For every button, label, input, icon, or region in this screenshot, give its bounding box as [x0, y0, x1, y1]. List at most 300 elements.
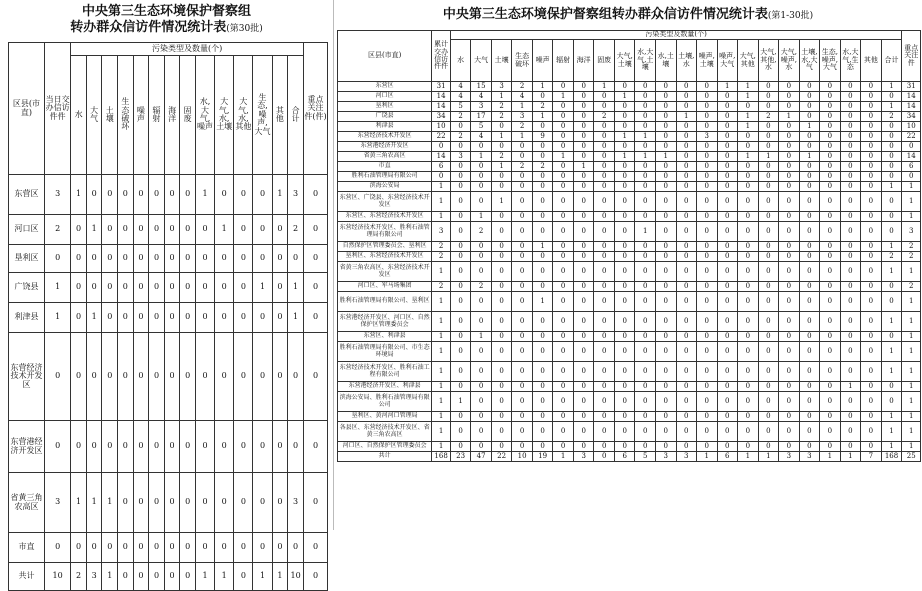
- value-cell: 0: [471, 252, 492, 262]
- value-cell: 1: [881, 362, 902, 382]
- value-cell: 4: [450, 92, 471, 102]
- value-cell: 1: [758, 152, 779, 162]
- value-cell: 0: [471, 192, 492, 212]
- pollution-type-label: 土壤: [105, 105, 114, 123]
- value-cell: 1: [215, 563, 234, 591]
- district-name: 河口区、自然保护区管理委员会: [338, 442, 432, 452]
- value-cell: 0: [553, 342, 574, 362]
- value-cell: 3: [288, 175, 304, 215]
- value-cell: 0: [655, 262, 676, 282]
- value-cell: 0: [471, 162, 492, 172]
- right-title: [334, 7, 922, 24]
- value-cell: 0: [779, 212, 800, 222]
- value-cell: 0: [532, 212, 553, 222]
- value-cell: 5: [635, 452, 656, 462]
- value-cell: 0: [635, 262, 656, 282]
- table-row: [338, 82, 921, 92]
- value-cell: 1: [471, 152, 492, 162]
- value-cell: 0: [635, 342, 656, 362]
- value-cell: 1: [471, 332, 492, 342]
- value-cell: 0: [553, 332, 574, 342]
- value-cell: 0: [594, 332, 615, 342]
- value-cell: 0: [614, 172, 635, 182]
- value-cell: 0: [676, 132, 697, 142]
- value-cell: 0: [799, 442, 820, 452]
- district-name: 省黄三角农高区、东营经济技术开发区: [338, 262, 432, 282]
- value-cell: 0: [512, 292, 533, 312]
- value-cell: 0: [676, 162, 697, 172]
- district-name: 河口区、军马场集团: [338, 282, 432, 292]
- value-cell: 0: [491, 392, 512, 412]
- value-cell: 0: [303, 533, 327, 563]
- value-cell: 0: [676, 292, 697, 312]
- value-cell: 0: [215, 175, 234, 215]
- value-cell: 0: [149, 421, 165, 473]
- value-cell: 0: [118, 473, 134, 533]
- value-cell: 10: [44, 563, 70, 591]
- value-cell: 0: [532, 222, 553, 242]
- value-cell: 0: [288, 533, 304, 563]
- value-cell: 0: [717, 282, 738, 292]
- value-cell: 0: [164, 245, 180, 273]
- value-cell: 0: [532, 442, 553, 452]
- value-cell: 14: [902, 152, 921, 162]
- left-batch: (第30批): [226, 24, 263, 34]
- value-cell: 0: [655, 132, 676, 142]
- value-cell: 0: [614, 422, 635, 442]
- pollution-type-cell: [215, 56, 234, 175]
- value-cell: 0: [491, 292, 512, 312]
- value-cell: 1: [738, 92, 759, 102]
- value-cell: 1: [881, 242, 902, 252]
- value-cell: 1: [432, 412, 450, 422]
- value-cell: 0: [512, 152, 533, 162]
- value-cell: 0: [881, 292, 902, 312]
- value-cell: 0: [594, 252, 615, 262]
- value-cell: 0: [655, 82, 676, 92]
- value-cell: 0: [86, 533, 102, 563]
- value-cell: 0: [758, 362, 779, 382]
- value-cell: 0: [840, 332, 861, 342]
- value-cell: 0: [799, 192, 820, 212]
- value-cell: 0: [738, 132, 759, 142]
- value-cell: 0: [655, 312, 676, 332]
- district-name: 河口区: [338, 92, 432, 102]
- value-cell: 1: [902, 382, 921, 392]
- value-cell: 0: [840, 142, 861, 152]
- value-cell: 0: [553, 132, 574, 142]
- value-cell: 1: [432, 182, 450, 192]
- value-cell: 0: [676, 82, 697, 92]
- value-cell: 23: [450, 452, 471, 462]
- value-cell: 0: [133, 175, 149, 215]
- value-cell: 0: [635, 422, 656, 442]
- value-cell: 6: [717, 452, 738, 462]
- left-subtitle: [0, 20, 333, 37]
- value-cell: 0: [697, 412, 718, 422]
- district-name: 东营经济技术开发区、胜利石油管理局有限公司: [338, 222, 432, 242]
- value-cell: 1: [758, 452, 779, 462]
- pollution-type-label: 水: [74, 109, 83, 119]
- value-cell: 3: [471, 102, 492, 112]
- value-cell: 1: [272, 175, 288, 215]
- district-name: 东营区、广饶县、东营经济技术开发区: [338, 192, 432, 212]
- value-cell: 1: [44, 273, 70, 303]
- value-cell: 0: [840, 152, 861, 162]
- value-cell: 10: [512, 452, 533, 462]
- value-cell: 0: [861, 342, 882, 362]
- value-cell: 0: [655, 242, 676, 252]
- value-cell: 0: [614, 192, 635, 212]
- table-row: [9, 215, 328, 245]
- value-cell: 0: [655, 212, 676, 222]
- value-cell: 0: [758, 82, 779, 92]
- value-cell: 1: [288, 303, 304, 333]
- value-cell: 0: [180, 215, 196, 245]
- value-cell: 2: [44, 215, 70, 245]
- value-cell: 0: [553, 312, 574, 332]
- value-cell: 0: [512, 442, 533, 452]
- value-cell: 0: [881, 162, 902, 172]
- pollution-type-label: 生态破坏: [121, 97, 130, 132]
- value-cell: 0: [881, 92, 902, 102]
- value-cell: 0: [861, 212, 882, 222]
- value-cell: 0: [553, 422, 574, 442]
- value-cell: 0: [594, 422, 615, 442]
- value-cell: 0: [432, 142, 450, 152]
- left-subtitle-text: 转办群众信访件情况统计表: [70, 20, 227, 35]
- value-cell: 0: [676, 342, 697, 362]
- value-cell: 0: [553, 222, 574, 242]
- value-cell: 1: [614, 132, 635, 142]
- value-cell: 0: [738, 242, 759, 252]
- value-cell: 0: [861, 192, 882, 212]
- value-cell: 1: [573, 162, 594, 172]
- value-cell: 0: [195, 421, 214, 473]
- value-cell: 0: [738, 102, 759, 112]
- value-cell: 1: [840, 452, 861, 462]
- value-cell: 1: [902, 412, 921, 422]
- pollution-type-label: 其他: [863, 55, 878, 64]
- value-cell: 0: [799, 212, 820, 222]
- value-cell: 0: [738, 342, 759, 362]
- value-cell: 0: [491, 282, 512, 292]
- value-cell: 1: [512, 132, 533, 142]
- value-cell: 0: [717, 362, 738, 382]
- value-cell: 6: [902, 162, 921, 172]
- value-cell: 0: [758, 442, 779, 452]
- value-cell: 0: [180, 473, 196, 533]
- value-cell: 1: [594, 82, 615, 92]
- value-cell: 0: [288, 245, 304, 273]
- value-cell: 0: [881, 332, 902, 342]
- value-cell: 0: [697, 122, 718, 132]
- value-cell: 0: [450, 172, 471, 182]
- value-cell: 0: [820, 102, 841, 112]
- value-cell: 0: [840, 412, 861, 422]
- value-cell: 0: [799, 392, 820, 412]
- value-cell: 3: [902, 222, 921, 242]
- value-cell: 2: [902, 242, 921, 252]
- value-cell: 0: [820, 332, 841, 342]
- value-cell: 1: [655, 152, 676, 162]
- value-cell: 0: [553, 412, 574, 422]
- value-cell: 0: [697, 82, 718, 92]
- value-cell: 0: [635, 142, 656, 152]
- value-cell: 0: [840, 342, 861, 362]
- value-cell: 0: [450, 332, 471, 342]
- value-cell: 0: [553, 382, 574, 392]
- value-cell: 10: [902, 122, 921, 132]
- value-cell: 3: [432, 222, 450, 242]
- value-cell: 0: [655, 172, 676, 182]
- value-cell: 0: [614, 102, 635, 112]
- pollution-type-cell: [288, 56, 304, 175]
- value-cell: 1: [717, 82, 738, 92]
- value-cell: 0: [573, 412, 594, 422]
- value-cell: 0: [614, 182, 635, 192]
- value-cell: 10: [432, 122, 450, 132]
- pollution-type-cell: [102, 56, 118, 175]
- value-cell: 0: [573, 382, 594, 392]
- value-cell: 0: [779, 332, 800, 342]
- value-cell: 0: [840, 192, 861, 212]
- value-cell: 0: [573, 362, 594, 382]
- value-cell: 0: [288, 333, 304, 421]
- value-cell: 0: [149, 175, 165, 215]
- value-cell: 0: [573, 422, 594, 442]
- value-cell: 0: [758, 292, 779, 312]
- value-cell: 3: [44, 175, 70, 215]
- value-cell: 0: [655, 342, 676, 362]
- value-cell: 0: [676, 182, 697, 192]
- value-cell: 0: [253, 303, 272, 333]
- value-cell: 0: [164, 175, 180, 215]
- value-cell: 0: [594, 192, 615, 212]
- value-cell: 0: [717, 332, 738, 342]
- value-cell: 0: [697, 312, 718, 332]
- value-cell: 1: [432, 362, 450, 382]
- value-cell: 1: [432, 342, 450, 362]
- value-cell: 0: [133, 533, 149, 563]
- value-cell: 0: [717, 162, 738, 172]
- value-cell: 1: [432, 442, 450, 452]
- value-cell: 0: [164, 273, 180, 303]
- value-cell: 0: [594, 222, 615, 242]
- value-cell: 0: [272, 273, 288, 303]
- pollution-type-cell: [697, 40, 718, 82]
- value-cell: 0: [573, 282, 594, 292]
- value-cell: 0: [471, 242, 492, 252]
- value-cell: 0: [180, 303, 196, 333]
- value-cell: 0: [799, 172, 820, 182]
- value-cell: 0: [635, 282, 656, 292]
- value-cell: 0: [512, 422, 533, 442]
- value-cell: 1: [902, 182, 921, 192]
- value-cell: 0: [717, 392, 738, 412]
- value-cell: 0: [861, 442, 882, 452]
- value-cell: 0: [820, 92, 841, 102]
- value-cell: 0: [738, 362, 759, 382]
- value-cell: 0: [272, 533, 288, 563]
- value-cell: 0: [676, 212, 697, 222]
- value-cell: 0: [738, 332, 759, 342]
- value-cell: 1: [288, 273, 304, 303]
- value-cell: 0: [133, 473, 149, 533]
- value-cell: 0: [594, 132, 615, 142]
- value-cell: 0: [697, 242, 718, 252]
- value-cell: 0: [149, 245, 165, 273]
- value-cell: 0: [820, 82, 841, 92]
- value-cell: 0: [553, 82, 574, 92]
- value-cell: 14: [432, 152, 450, 162]
- value-cell: 0: [432, 172, 450, 182]
- value-cell: 1: [902, 262, 921, 282]
- value-cell: 1: [902, 212, 921, 222]
- pollution-type-label: 水,大气,土壤: [637, 48, 654, 72]
- pollution-type-label: 大气,水,其他: [235, 97, 252, 132]
- key-focus-header: 重点关注件: [902, 31, 921, 82]
- value-cell: 1: [195, 175, 214, 215]
- value-cell: 0: [594, 162, 615, 172]
- value-cell: 1: [881, 412, 902, 422]
- value-cell: 1: [102, 473, 118, 533]
- value-cell: 2: [512, 162, 533, 172]
- value-cell: 22: [902, 132, 921, 142]
- value-cell: 0: [820, 222, 841, 242]
- value-cell: 0: [195, 473, 214, 533]
- pollution-type-cell: [450, 40, 471, 82]
- district-name: 东营经济技术开发区、胜利石油工程有限公司: [338, 362, 432, 382]
- value-cell: 0: [71, 533, 87, 563]
- value-cell: 0: [118, 333, 134, 421]
- value-cell: 0: [861, 102, 882, 112]
- value-cell: 0: [234, 333, 253, 421]
- value-cell: 0: [820, 132, 841, 142]
- value-cell: 2: [471, 282, 492, 292]
- value-cell: 0: [594, 212, 615, 222]
- pollution-type-header: 污染类型及数量(个): [71, 43, 304, 56]
- value-cell: 1: [432, 292, 450, 312]
- pollution-type-label: 土壤: [494, 55, 509, 64]
- value-cell: 0: [491, 222, 512, 242]
- value-cell: 0: [180, 175, 196, 215]
- value-cell: 0: [149, 533, 165, 563]
- value-cell: 0: [779, 362, 800, 382]
- value-cell: 0: [573, 442, 594, 452]
- value-cell: 0: [697, 342, 718, 362]
- value-cell: 0: [573, 222, 594, 242]
- value-cell: 0: [553, 212, 574, 222]
- value-cell: 0: [471, 392, 492, 412]
- value-cell: 0: [164, 303, 180, 333]
- value-cell: 0: [820, 112, 841, 122]
- value-cell: 0: [758, 92, 779, 102]
- value-cell: 0: [102, 273, 118, 303]
- table-row: [9, 333, 328, 421]
- value-cell: 0: [491, 142, 512, 152]
- value-cell: 1: [71, 175, 87, 215]
- value-cell: 0: [635, 82, 656, 92]
- value-cell: 0: [881, 122, 902, 132]
- value-cell: 0: [676, 282, 697, 292]
- value-cell: 0: [779, 122, 800, 132]
- value-cell: 14: [902, 92, 921, 102]
- value-cell: 0: [594, 282, 615, 292]
- value-cell: 0: [779, 242, 800, 252]
- value-cell: 0: [820, 412, 841, 422]
- value-cell: 0: [491, 242, 512, 252]
- value-cell: 0: [553, 392, 574, 412]
- value-cell: 0: [272, 333, 288, 421]
- value-cell: 0: [758, 142, 779, 152]
- value-cell: 0: [303, 215, 327, 245]
- value-cell: 0: [779, 102, 800, 112]
- value-cell: 1: [635, 222, 656, 242]
- district-name: 东营港经济开发区: [9, 421, 45, 473]
- value-cell: 0: [738, 172, 759, 182]
- pollution-type-label: 生态破坏: [515, 52, 530, 68]
- value-cell: 0: [234, 421, 253, 473]
- value-cell: 2: [594, 112, 615, 122]
- value-cell: 0: [614, 382, 635, 392]
- value-cell: 0: [799, 412, 820, 422]
- value-cell: 0: [118, 563, 134, 591]
- value-cell: 1: [902, 192, 921, 212]
- value-cell: 0: [272, 215, 288, 245]
- value-cell: 22: [432, 132, 450, 142]
- table-row: [338, 192, 921, 212]
- value-cell: 0: [779, 172, 800, 182]
- value-cell: 0: [614, 292, 635, 312]
- value-cell: 0: [471, 312, 492, 332]
- value-cell: 0: [491, 442, 512, 452]
- pollution-type-cell: [820, 40, 841, 82]
- pollution-type-cell: [180, 56, 196, 175]
- value-cell: 0: [532, 382, 553, 392]
- value-cell: 0: [471, 442, 492, 452]
- value-cell: 0: [553, 162, 574, 172]
- district-header: 区县(市直): [9, 43, 45, 175]
- value-cell: 0: [779, 222, 800, 242]
- value-cell: 0: [86, 273, 102, 303]
- value-cell: 1: [553, 152, 574, 162]
- value-cell: 168: [432, 452, 450, 462]
- district-name: 各县区、东营经济技术开发区、省黄三角农高区: [338, 422, 432, 442]
- value-cell: 0: [840, 292, 861, 312]
- value-cell: 1: [532, 292, 553, 312]
- value-cell: 1: [432, 312, 450, 332]
- value-cell: 0: [614, 442, 635, 452]
- value-cell: 0: [676, 192, 697, 212]
- value-cell: 0: [779, 442, 800, 452]
- count-header: 当日交办信访件件: [44, 43, 70, 175]
- value-cell: 5: [450, 102, 471, 112]
- value-cell: 0: [573, 112, 594, 122]
- district-name: 广饶县: [338, 112, 432, 122]
- value-cell: 0: [553, 112, 574, 122]
- value-cell: 0: [491, 382, 512, 392]
- value-cell: 0: [861, 242, 882, 252]
- value-cell: 2: [71, 563, 87, 591]
- value-cell: 0: [450, 192, 471, 212]
- value-cell: 1: [820, 452, 841, 462]
- value-cell: 2: [532, 162, 553, 172]
- value-cell: 0: [799, 292, 820, 312]
- value-cell: 0: [655, 112, 676, 122]
- value-cell: 0: [102, 533, 118, 563]
- value-cell: 0: [573, 122, 594, 132]
